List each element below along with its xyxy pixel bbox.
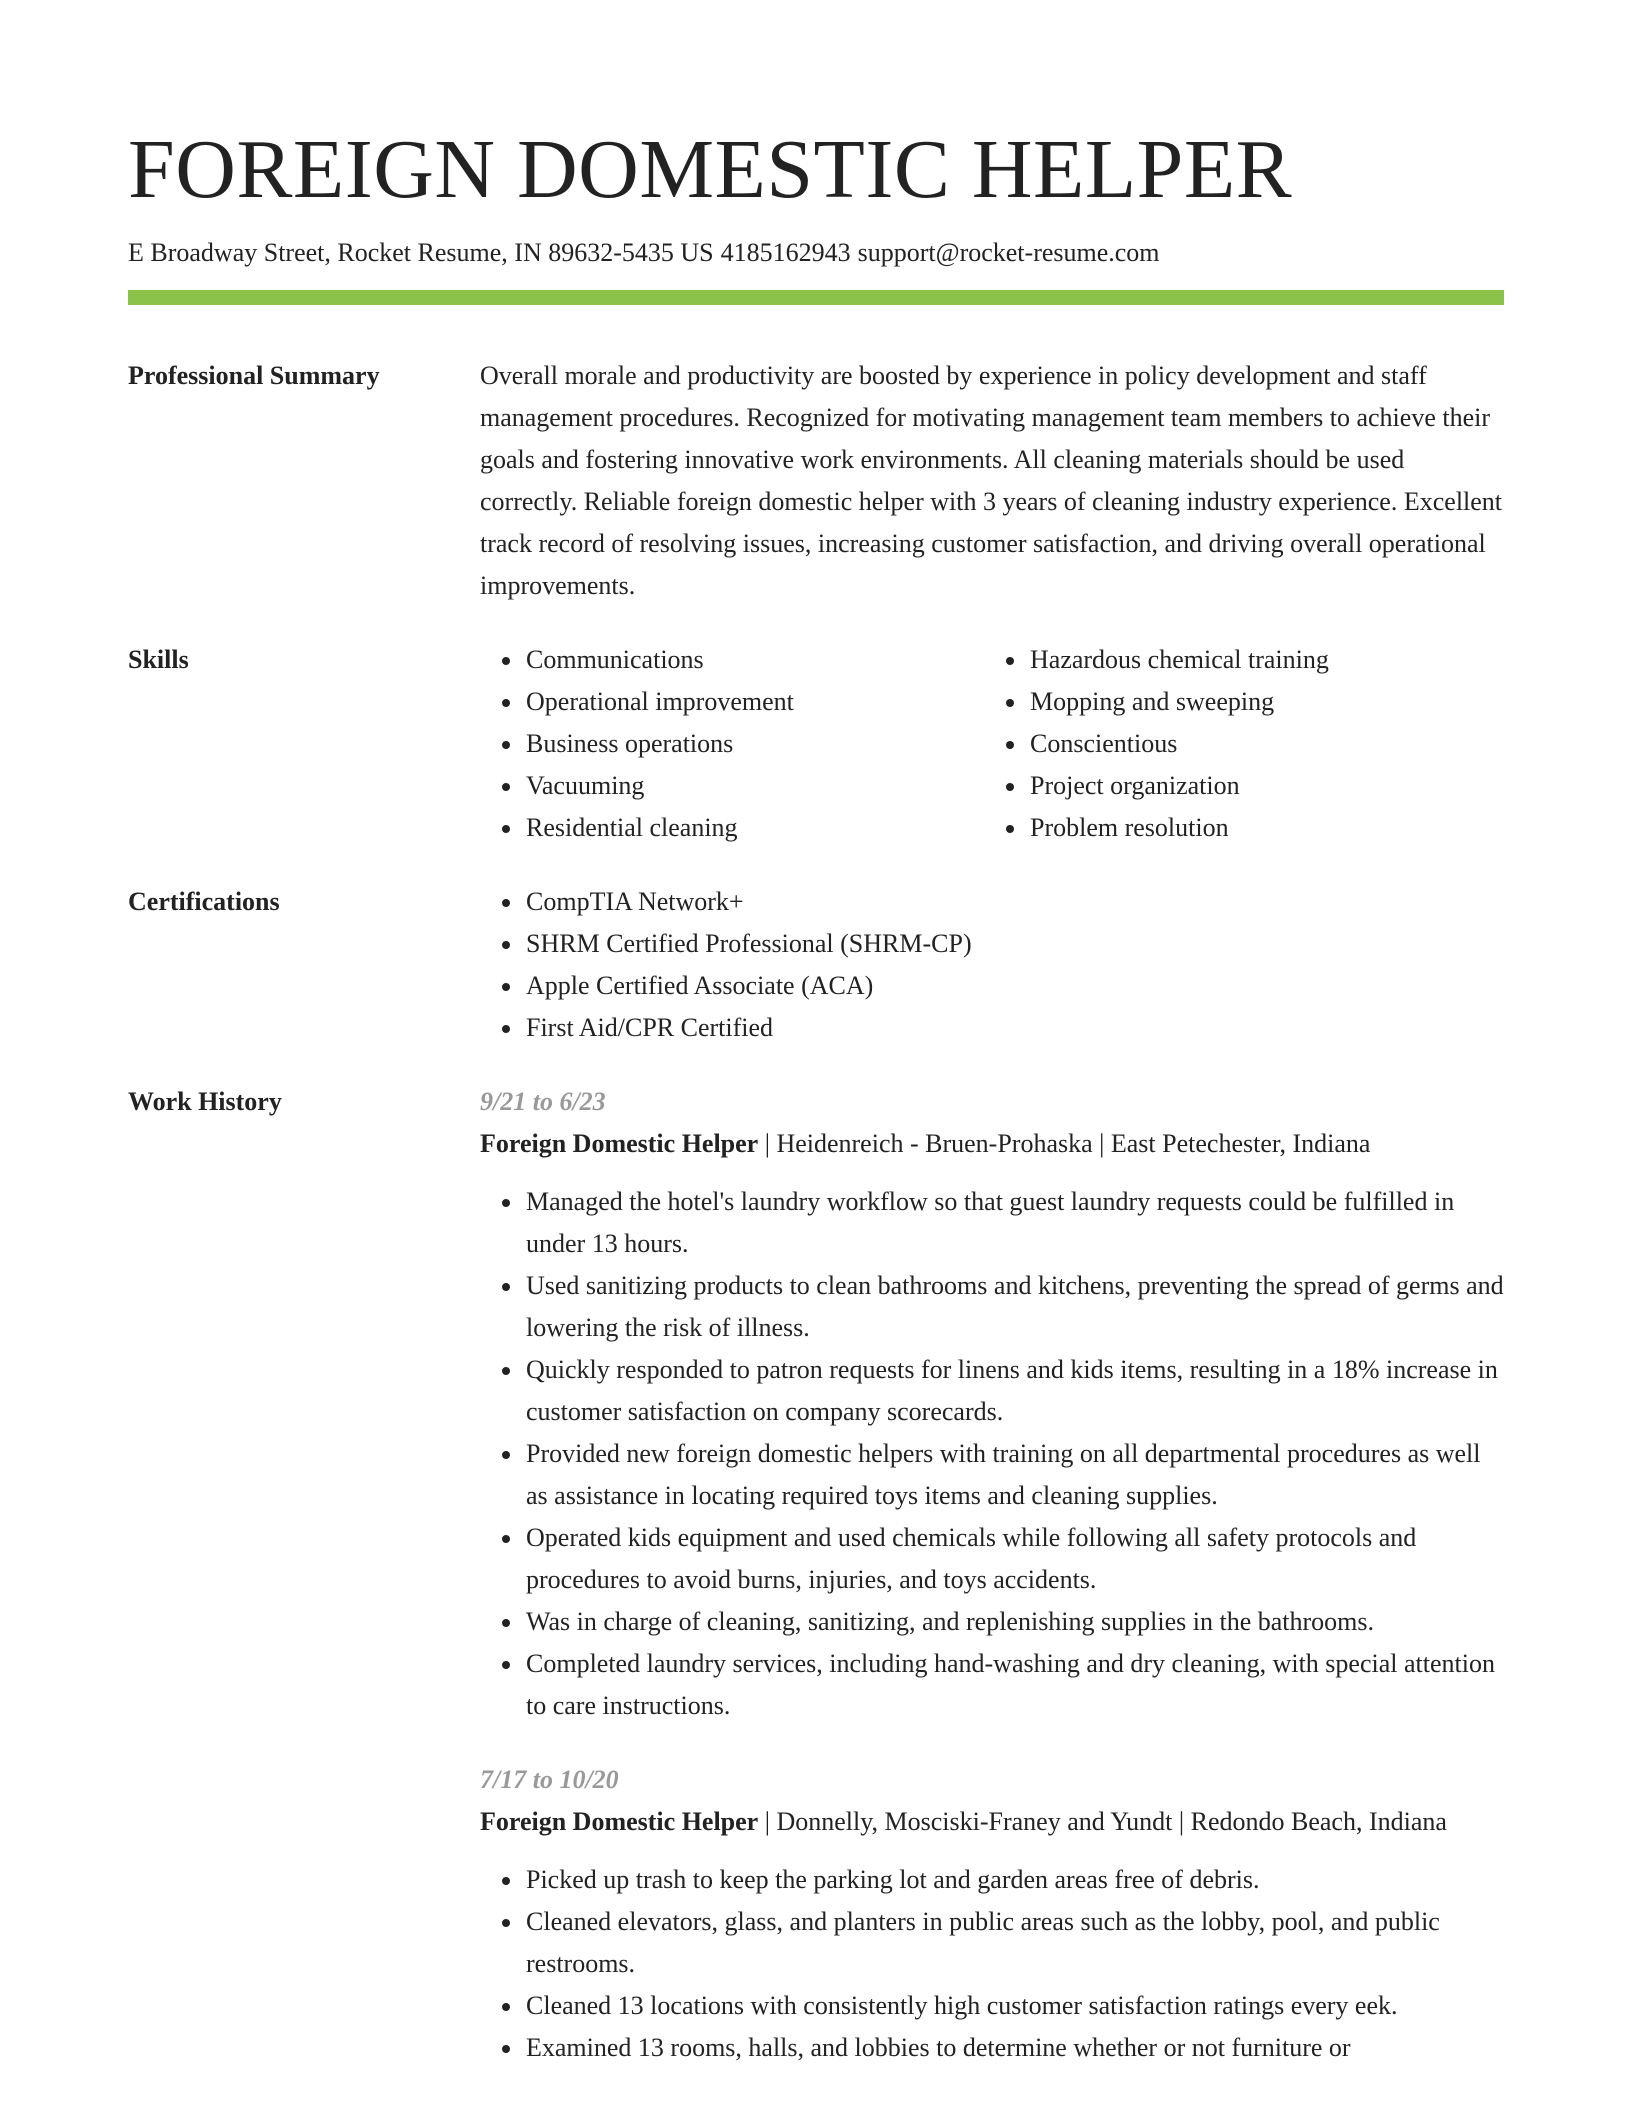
job-location: East Petechester, Indiana [1110,1129,1371,1158]
skill-item: • Vacuuming [524,765,984,807]
certifications-section [128,881,1504,1049]
contact-email: support@rocket-resume.com [857,238,1160,267]
job-bullet: • Operated kids equipment and used chemicals while following all safety protocols and procedures to avoid burns, injuries, and toys accidents. [524,1517,1504,1601]
job-bullet: • Examined 13 rooms, halls, and lobbies to determine whether or not furniture or [524,2027,1504,2069]
skill-item: • Residential cleaning [524,807,984,849]
certification-item: • First Aid/CPR Certified [524,1007,1504,1049]
header-divider [128,290,1504,305]
job-bullet: • Completed laundry services, including hand-washing and dry cleaning, with special attention to care instructions. [524,1643,1504,1727]
skills-section [128,639,1504,849]
resume-page [128,0,1504,2069]
job-entry [480,1081,1504,1727]
skill-item: • Hazardous chemical training [1028,639,1488,681]
summary-section [128,355,1504,607]
skill-item: • Business operations [524,723,984,765]
certifications-list [480,881,1504,1049]
job-bullet: • Managed the hotel's laundry workflow so that guest laundry requests could be fulfilled in under 13 hours. [524,1181,1504,1265]
job-bullet: • Used sanitizing products to clean bathrooms and kitchens, preventing the spread of germs and lowering the risk of illness. [524,1265,1504,1349]
skill-item: • Problem resolution [1028,807,1488,849]
skill-item: • Operational improvement [524,681,984,723]
skill-item: • Communications [524,639,984,681]
skills-list-left [480,639,984,849]
resume-name: FOREIGN DOMESTIC HELPER [128,123,1293,216]
summary-text: Overall morale and productivity are boosted by experience in policy development and staff management procedures. Recognized for motivating management team members to achieve their goals and fostering innovative work environments. All cleaning materials should be used correctly. Reliable foreign domestic helper with 3 years of cleaning industry experience. Excellent track record of resolving issues, increasing customer satisfaction, and driving overall operational improvements. [480,361,1503,600]
job-heading: Foreign Domestic Helper | Donnelly, Mosciski-Franey and Yundt | Redondo Beach, Indiana [480,1807,1447,1836]
certification-item: • SHRM Certified Professional (SHRM-CP) [524,923,1504,965]
job-bullets [480,1181,1504,1727]
job-company: Donnelly, Mosciski-Franey and Yundt [776,1807,1173,1836]
job-title: Foreign Domestic Helper [480,1129,759,1158]
job-bullet: • Picked up trash to keep the parking lot and garden areas free of debris. [524,1859,1504,1901]
summary-heading: Professional Summary [128,361,380,390]
skill-item: • Project organization [1028,765,1488,807]
skill-item: • Mopping and sweeping [1028,681,1488,723]
contact-line [128,236,1504,270]
job-bullet: • Provided new foreign domestic helpers with training on all departmental procedures as well as assistance in locating required toys items and cleaning supplies. [524,1433,1504,1517]
job-dates: 7/17 to 10/20 [480,1765,619,1794]
job-dates: 9/21 to 6/23 [480,1087,606,1116]
job-bullet: • Was in charge of cleaning, sanitizing, and replenishing supplies in the bathrooms. [524,1601,1504,1643]
contact-address: E Broadway Street, Rocket Resume, IN 89632-5435 US [128,238,714,267]
job-company: Heidenreich - Bruen-Prohaska [776,1129,1093,1158]
skill-item: • Conscientious [1028,723,1488,765]
certification-item: • CompTIA Network+ [524,881,1504,923]
job-heading: Foreign Domestic Helper | Heidenreich - Bruen-Prohaska | East Petechester, Indiana [480,1129,1371,1158]
skills-list-right [984,639,1488,849]
job-entry [480,1759,1504,2069]
skills-heading: Skills [128,645,189,674]
job-title: Foreign Domestic Helper [480,1807,759,1836]
job-bullet: • Cleaned 13 locations with consistently high customer satisfaction ratings every eek. [524,1985,1504,2027]
work-history-heading: Work History [128,1087,282,1116]
certifications-heading: Certifications [128,887,280,916]
job-bullet: • Cleaned elevators, glass, and planters in public areas such as the lobby, pool, and public restrooms. [524,1901,1504,1985]
job-bullets [480,1859,1504,2069]
job-location: Redondo Beach, Indiana [1190,1807,1447,1836]
certification-item: • Apple Certified Associate (ACA) [524,965,1504,1007]
job-bullet: • Quickly responded to patron requests for linens and kids items, resulting in a 18% increase in customer satisfaction on company scorecards. [524,1349,1504,1433]
contact-phone: 4185162943 [720,238,851,267]
work-history-section [128,1081,1504,2069]
